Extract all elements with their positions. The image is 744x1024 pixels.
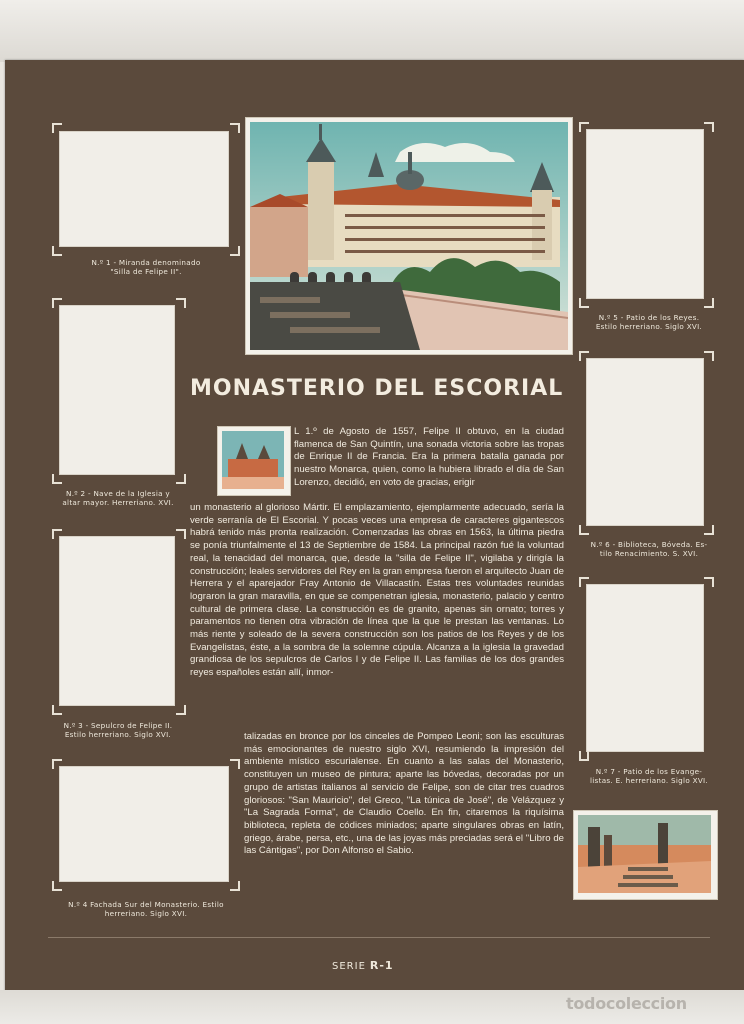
ruins-illustration [573, 810, 718, 900]
sticker-slot-4 [59, 766, 229, 882]
sticker-slot-1 [59, 131, 229, 247]
monastery-drawing [250, 122, 568, 350]
caption-line: tilo Renacimiento. S. XVI. [599, 549, 699, 558]
monastery-illustration [245, 117, 573, 355]
caption-line: N.º 3 - Sepulcro de Felipe II. [63, 721, 173, 730]
caption-line: herreriano. Siglo XVI. [104, 909, 188, 918]
corner-mark [230, 246, 240, 256]
slot-caption-5 [574, 313, 724, 331]
caption-line: N.º 5 - Patio de los Reyes. [598, 313, 700, 322]
series-code: R-1 [369, 959, 394, 972]
corner-mark [52, 246, 62, 256]
slot-caption-2 [40, 489, 196, 507]
sticker-slot-3 [59, 536, 175, 706]
corner-mark [176, 705, 186, 715]
corner-mark [704, 525, 714, 535]
article-paragraph-indent: L 1.º de Agosto de 1557, Felipe II obtuvo, en la ciudad flamenca de San Quintín, una sonada victoria sobre las tropas de Enrique II de Francia. Era la primera batalla ganada por nuestro Monarca, quien, como la hubiera librado el día de San Lorenzo, decidió, en voto de gracias, erigir [294, 426, 564, 488]
sticker-slot-7 [586, 584, 704, 752]
corner-mark [230, 123, 240, 133]
ruins-drawing [578, 815, 711, 893]
caption-line: N.º 6 - Biblioteca, Bóveda. Es- [590, 540, 708, 549]
scan-top-margin [0, 0, 744, 62]
corner-mark [52, 705, 62, 715]
sticker-slot-6 [586, 358, 704, 526]
slot-caption-4 [40, 900, 252, 918]
corner-mark [579, 122, 589, 132]
article-body [190, 502, 564, 680]
corner-mark [704, 577, 714, 587]
corner-mark [52, 759, 62, 769]
series-text: SERIE [332, 961, 366, 972]
corner-mark [52, 529, 62, 539]
article-paragraph-bottom: talizadas en bronce por los cinceles de Pompeo Leoni; son las esculturas más emocionantes de nuestro siglo XVI, resumiendo la impresión del ambiente místico escurialense. En cuanto a las salas del Monasterio, constituyen un museo de pintura; aparte las bóvedas, decoradas por un grupo de artistas italianos al servicio de Felipe, son de citar tres cuadros gloriosos: "San Mauricio", del Greco, "La túnica de José", de Velázquez y "La Sagrada Forma", de Claudio Coello. En fin, citaremos la riquísima biblioteca, repleta de códices miniados; aparte singulares obras en latín, griego, árabe, persa, etc., una de las joyas más preciadas será el "Libro de las Cántigas", por Don Alfonso el Sabio. [244, 731, 564, 857]
article-intro [294, 426, 564, 490]
sticker-slot-2 [59, 305, 175, 475]
corner-mark [579, 351, 589, 361]
corner-mark [230, 881, 240, 891]
corner-mark [52, 123, 62, 133]
caption-line: N.º 1 - Miranda denominado [91, 258, 201, 267]
slot-caption-6 [574, 540, 724, 558]
slot-caption-1 [40, 258, 252, 276]
caption-line: "Silla de Felipe II". [110, 267, 182, 276]
caption-line: altar mayor. Herreriano. XVI. [62, 498, 174, 507]
corner-mark [579, 525, 589, 535]
corner-mark [176, 529, 186, 539]
corner-mark [579, 751, 589, 761]
caption-line: listas. E. herreriano. Siglo XVI. [589, 776, 709, 785]
corner-mark [52, 474, 62, 484]
sticker-slot-5 [586, 129, 704, 299]
footer-rule [48, 937, 710, 938]
caption-line: N.º 2 - Nave de la Iglesia y [66, 489, 170, 498]
caption-line: Estilo herreriano. Siglo XVI. [595, 322, 703, 331]
corner-mark [230, 759, 240, 769]
caption-line: Estilo herreriano. Siglo XVI. [64, 730, 172, 739]
article-paragraph-main: un monasterio al glorioso Mártir. El emplazamiento, ejemplarmente adecuado, sería la verde serranía de El Escorial. Y pocas veces una empresa de caracteres gigantescos habrá tenido más pronta realización. Comenzadas las obras en 1563, la última piedra se ponía triunfalmente el 13 de Septiembre de 1584. La principal razón fué la voluntad real, la tenacidad del monarca, que, desde la "silla de Felipe II", vigilaba y dirigía la construcción; leales servidores del Rey en la gran empresa fueron el arquitecto Juan de Herrera y el aparejador Fray Antonio de Villacastín. Estas tres voluntades reunidas lograron la gran maravilla, en que se compenetran iglesia, monasterio, palacio y centro cultural de primera clase. La construcción es de granito, apenas sin ornato; torres y paramentos no tienen otra vibración de línea que la que le prestan las ventanas. Lo más riente y soleado de la severa construcción son los patios de los Reyes y de los Evangelistas, éste, a la sombra de la solemne cúpula. Alcanza a la iglesia la gravedad grandiosa de los sepulcros de Carlos I y de Felipe II. Las familias de los dos grandes reyes españoles están allí, inmor- [190, 502, 564, 679]
corner-mark [176, 474, 186, 484]
slot-caption-3 [40, 721, 196, 739]
corner-mark [52, 298, 62, 308]
slot-caption-7 [574, 767, 724, 785]
caption-line: N.º 7 - Patio de los Evange- [595, 767, 703, 776]
corner-mark [176, 298, 186, 308]
corner-mark [704, 122, 714, 132]
corner-mark [579, 577, 589, 587]
corner-mark [704, 351, 714, 361]
series-label [332, 959, 394, 972]
corner-mark [52, 881, 62, 891]
corner-mark [704, 298, 714, 308]
page-title: MONASTERIO DEL ESCORIAL [190, 376, 564, 401]
thumbnail-illustration [217, 426, 291, 496]
caption-line: N.º 4 Fachada Sur del Monasterio. Estilo [68, 900, 224, 909]
article-ending [244, 731, 564, 858]
corner-mark [579, 298, 589, 308]
watermark-logo: todocoleccion [566, 994, 687, 1013]
thumbnail-drawing [222, 431, 284, 489]
